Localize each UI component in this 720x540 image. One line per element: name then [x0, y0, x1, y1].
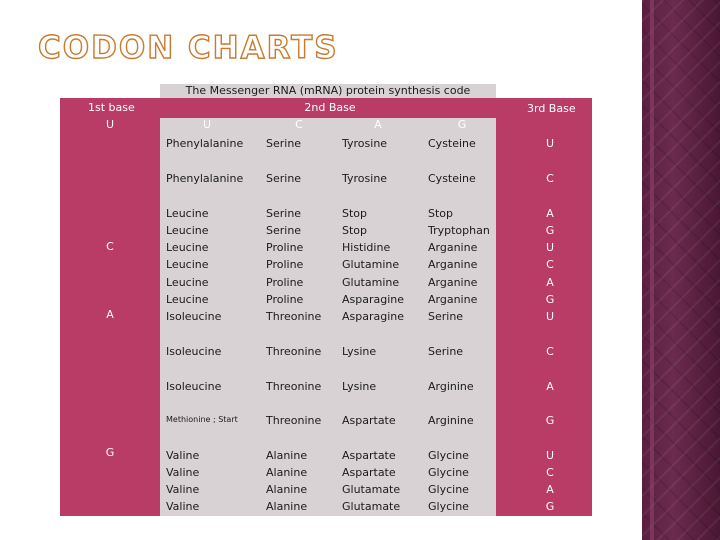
cell-r7-c: Proline: [266, 293, 304, 306]
third-base-r13: C: [546, 466, 554, 479]
third-base-r0: U: [545, 137, 555, 150]
third-base-r9: C: [546, 345, 554, 358]
cell-r11-c: Threonine: [266, 414, 322, 427]
cell-r3-u: Leucine: [166, 224, 209, 237]
cell-r9-c: Threonine: [266, 345, 322, 358]
cell-r2-g: Stop: [428, 207, 454, 220]
cell-r2-a: Stop: [342, 207, 368, 220]
cell-r1-u: Phenylalanine: [166, 172, 244, 185]
cell-r9-u: Isoleucine: [166, 345, 222, 358]
cell-r14-g: Glycine: [428, 483, 469, 496]
third-base-r11: G: [545, 414, 555, 427]
cell-r14-a: Glutamate: [342, 483, 401, 496]
cell-r10-a: Lysine: [342, 380, 377, 393]
cell-r4-g: Arganine: [428, 241, 478, 254]
cell-r8-c: Threonine: [266, 310, 322, 323]
cell-r0-a: Tyrosine: [342, 137, 388, 150]
first-base-u: U: [105, 118, 115, 131]
band-stripe: [650, 0, 654, 540]
cell-r12-a: Aspartate: [342, 449, 396, 462]
cell-r6-c: Proline: [266, 276, 304, 289]
second-base-u: U: [202, 118, 212, 131]
third-base-r4: U: [545, 241, 555, 254]
first-base-a: A: [106, 308, 114, 321]
cell-r0-g: Cysteine: [428, 137, 476, 150]
decorative-side-band: [642, 0, 720, 540]
cell-r11-a: Aspartate: [342, 414, 396, 427]
cell-r2-c: Serine: [266, 207, 302, 220]
third-base-r8: U: [545, 310, 555, 323]
cell-r10-u: Isoleucine: [166, 380, 222, 393]
cell-r1-g: Cysteine: [428, 172, 476, 185]
cell-r15-g: Glycine: [428, 500, 469, 513]
third-base-r1: C: [546, 172, 554, 185]
second-base-header: 2nd Base: [304, 101, 356, 114]
table-caption: The Messenger RNA (mRNA) protein synthesis code: [160, 84, 496, 98]
cell-r0-u: Phenylalanine: [166, 137, 244, 150]
cell-r8-u: Isoleucine: [166, 310, 222, 323]
cell-r1-c: Serine: [266, 172, 302, 185]
cell-r10-g: Arginine: [428, 380, 474, 393]
third-base-r15: G: [545, 500, 555, 513]
cell-r7-g: Arganine: [428, 293, 478, 306]
second-base-c: C: [295, 118, 303, 131]
cell-r14-c: Alanine: [266, 483, 308, 496]
cell-r15-u: Valine: [166, 500, 200, 513]
cell-r6-g: Arganine: [428, 276, 478, 289]
cell-r5-a: Glutamine: [342, 258, 400, 271]
cell-r15-a: Glutamate: [342, 500, 401, 513]
third-base-header: 3rd Base: [527, 102, 576, 115]
second-base-g: G: [457, 118, 467, 131]
first-base-header: 1st base: [88, 101, 135, 114]
cell-r10-c: Threonine: [266, 380, 322, 393]
cell-r11-g: Arginine: [428, 414, 474, 427]
third-base-r7: G: [545, 293, 555, 306]
cell-r13-a: Aspartate: [342, 466, 396, 479]
cell-r13-g: Glycine: [428, 466, 469, 479]
cell-r9-g: Serine: [428, 345, 464, 358]
cell-r1-a: Tyrosine: [342, 172, 388, 185]
cell-r4-c: Proline: [266, 241, 304, 254]
cell-r8-g: Serine: [428, 310, 464, 323]
cell-r6-a: Glutamine: [342, 276, 400, 289]
cell-r3-a: Stop: [342, 224, 368, 237]
cell-r3-g: Tryptophan: [428, 224, 490, 237]
third-base-r14: A: [546, 483, 554, 496]
cell-r0-c: Serine: [266, 137, 302, 150]
cell-r3-c: Serine: [266, 224, 302, 237]
second-base-a: A: [374, 118, 382, 131]
cell-r5-c: Proline: [266, 258, 304, 271]
first-base-c: C: [106, 240, 114, 253]
cell-r12-g: Glycine: [428, 449, 469, 462]
cell-r7-u: Leucine: [166, 293, 209, 306]
cell-r5-u: Leucine: [166, 258, 209, 271]
cell-r4-u: Leucine: [166, 241, 209, 254]
third-base-r5: C: [546, 258, 554, 271]
cell-r9-a: Lysine: [342, 345, 377, 358]
cell-r8-a: Asparagine: [342, 310, 405, 323]
cell-r12-c: Alanine: [266, 449, 308, 462]
cell-r7-a: Asparagine: [342, 293, 405, 306]
cell-r12-u: Valine: [166, 449, 200, 462]
third-base-r12: U: [545, 449, 555, 462]
cell-r4-a: Histidine: [342, 241, 391, 254]
cell-r15-c: Alanine: [266, 500, 308, 513]
cell-r14-u: Valine: [166, 483, 200, 496]
first-base-g: G: [105, 446, 115, 459]
cell-r13-c: Alanine: [266, 466, 308, 479]
cell-r6-u: Leucine: [166, 276, 209, 289]
cell-r5-g: Arganine: [428, 258, 478, 271]
slide-title: CODON CHARTS: [38, 30, 339, 66]
third-base-r2: A: [546, 207, 554, 220]
third-base-r3: G: [545, 224, 555, 237]
cell-r13-u: Valine: [166, 466, 200, 479]
cell-r11-u: Methionine ; Start: [166, 415, 238, 424]
third-base-r10: A: [546, 380, 554, 393]
cell-r2-u: Leucine: [166, 207, 209, 220]
third-base-r6: A: [546, 276, 554, 289]
